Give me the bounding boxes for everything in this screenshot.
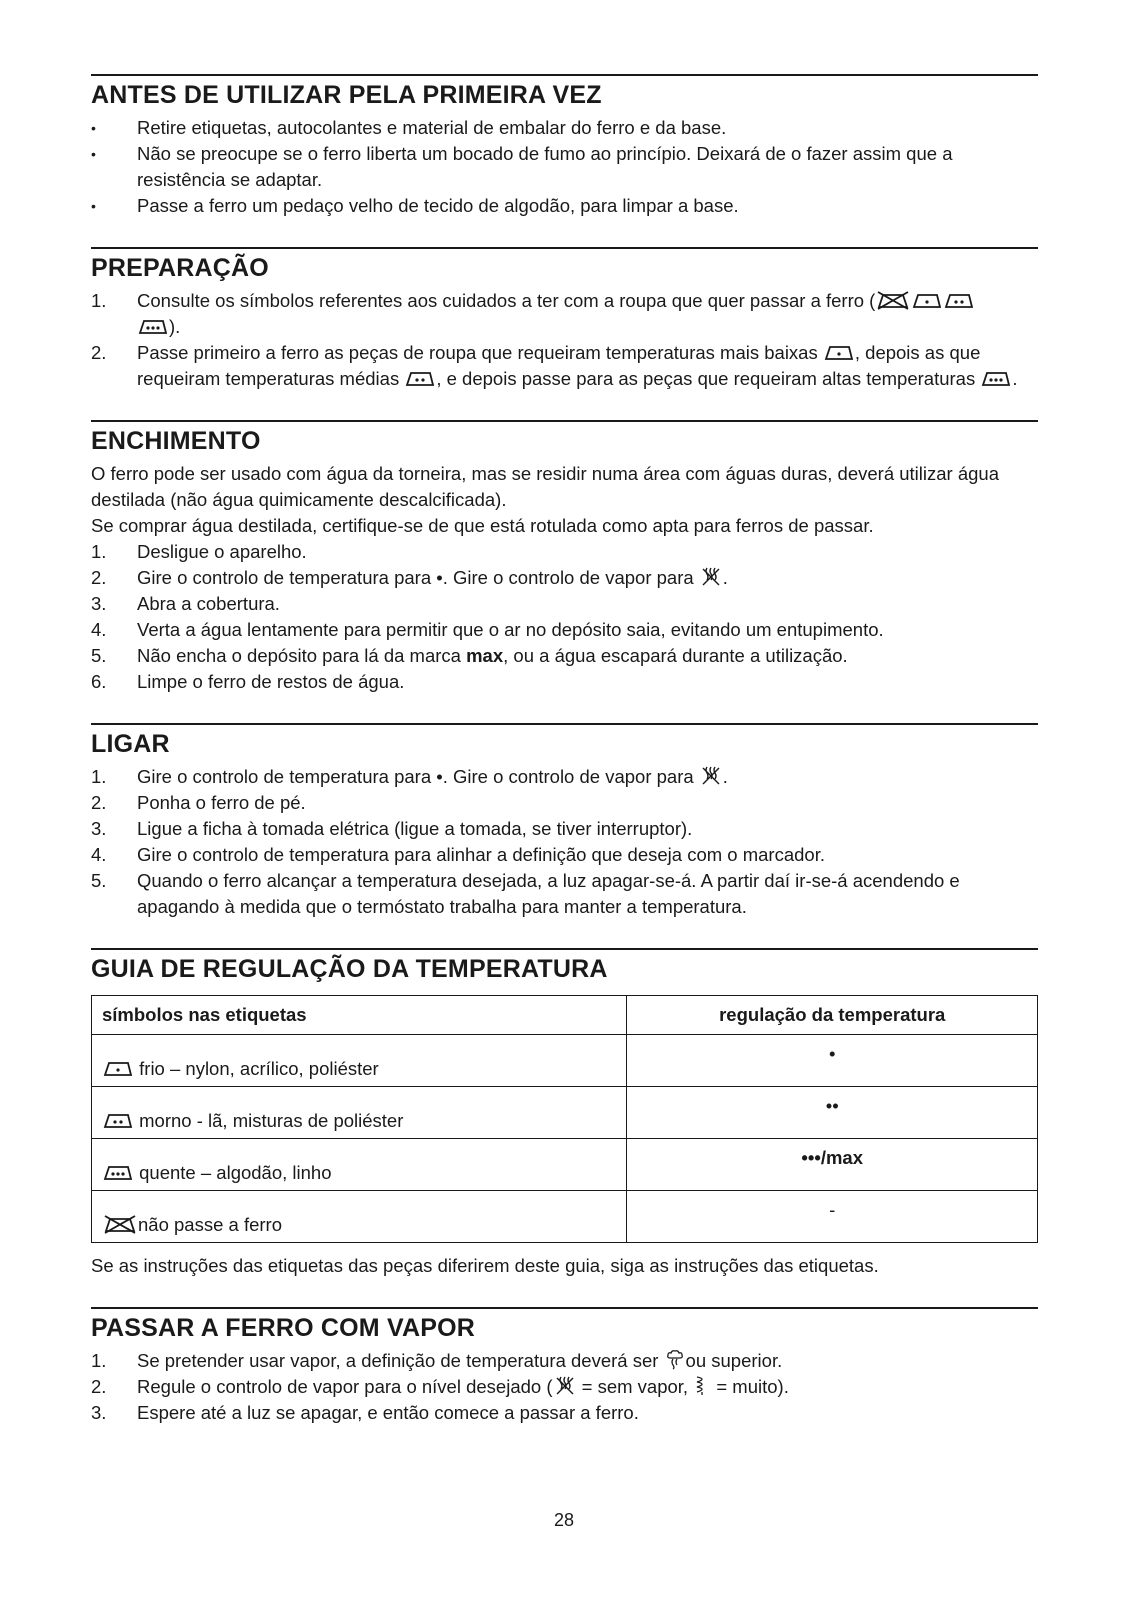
list-item-text: Se pretender usar vapor, a definição de temperatura deverá ser [137,1350,664,1371]
numbered-list [91,1348,1038,1426]
list-item-text: . Gire o controlo de vapor para [442,567,699,588]
list-item-text: Quando o ferro alcançar a temperatura desejada, a luz apagar-se-á. A partir daí ir-se-á acendendo e apagando à medida que o termóstato trabalha para manter a temperatura. [137,870,960,917]
list-item [91,591,1038,617]
no-steam-icon [700,565,722,587]
list-number: 1. [91,766,107,787]
table-header: símbolos nas etiquetas [92,996,627,1035]
table-cell [92,1191,627,1243]
table-row [92,1087,1038,1139]
iron-one-dot-icon [824,342,854,362]
list-number: 4. [91,844,107,865]
list-item [91,141,1038,193]
list-number: 3. [91,593,107,614]
list-item-text: Abra a cobertura. [137,593,280,614]
table-cell [92,1035,627,1087]
paragraph: O ferro pode ser usado com água da torneira, mas se residir numa área com águas duras, deverá utilizar água destilada (não água quimicamente descalcificada). [91,463,1000,510]
list-item-text: . [722,567,728,588]
section-title: ANTES DE UTILIZAR PELA PRIMEIRA VEZ [91,81,602,109]
list-number: 1. [91,1350,107,1371]
list-item [91,565,1038,591]
do-not-iron-icon [103,1214,137,1234]
section-title: LIGAR [91,730,170,758]
iron-two-dots-icon [103,1110,133,1130]
list-item-text: Gire o controlo de temperatura para [137,567,437,588]
no-steam-icon [700,764,722,786]
list-item-text: ou superior. [685,1350,783,1371]
list-number: 2. [91,567,107,588]
section-switch-on [91,723,1038,920]
list-item-text: Não se preocupe se o ferro liberta um bocado de fumo ao princípio. Deixará de o fazer assim que a resistência se adaptar. [137,143,953,190]
list-item-text: ). [169,316,181,337]
list-number: 2. [91,342,107,363]
section-divider [91,948,1038,950]
numbered-list [91,288,1038,392]
table-cell: •••/max [627,1139,1038,1191]
list-number: 3. [91,818,107,839]
table-header-row [92,996,1038,1035]
list-item-text: Verta a água lentamente para permitir que o ar no depósito saia, evitando um entupimento. [137,619,884,640]
list-item [91,1348,1038,1374]
section-filling [91,420,1038,695]
list-number: 4. [91,619,107,640]
list-item-text: , e depois passe para as peças que requeiram altas temperaturas [436,368,981,389]
list-item [91,643,1038,669]
list-item [91,790,1038,816]
list-item-text: Retire etiquetas, autocolantes e material de embalar do ferro e da base. [137,117,727,138]
temperature-dot: • [436,766,443,787]
numbered-list [91,764,1038,920]
iron-one-dot-icon [103,1058,133,1078]
list-item [91,842,1038,868]
list-item [91,669,1038,695]
section-steam-ironing [91,1307,1038,1426]
bullet-list [91,115,1038,219]
list-item [91,539,1038,565]
paragraph: Se as instruções das etiquetas das peças diferirem deste guia, siga as instruções das etiquetas. [91,1255,879,1276]
list-item-text: Gire o controlo de temperatura para alinhar a definição que deseja com o marcador. [137,844,825,865]
table-row [92,1191,1038,1243]
temperature-dot: • [436,567,443,588]
table-cell-text: morno - lã, misturas de poliéster [139,1110,404,1131]
table-cell [92,1139,627,1191]
table-cell-text: quente – algodão, linho [139,1162,332,1183]
table-cell: •• [627,1087,1038,1139]
list-item-text: Ponha o ferro de pé. [137,792,306,813]
table-header: regulação da temperatura [627,996,1038,1035]
section-title: PASSAR A FERRO COM VAPOR [91,1314,475,1342]
table-cell [92,1087,627,1139]
list-item-text: Não encha o depósito para lá da marca [137,645,467,666]
table-cell-text: não passe a ferro [138,1214,282,1235]
list-item [91,115,1038,141]
paragraph: Se comprar água destilada, certifique-se de que está rotulada como apta para ferros de passar. [91,515,874,536]
iron-three-dots-icon [103,1162,133,1182]
table-cell: • [627,1035,1038,1087]
section-preparation [91,247,1038,392]
list-number: 1. [91,541,107,562]
section-temperature-guide [91,948,1038,1279]
list-item-text: , depois as que requeiram temperaturas médias [137,342,981,389]
section-title: ENCHIMENTO [91,427,261,455]
bullet-marker: • [91,198,96,214]
list-item [91,193,1038,219]
list-item [91,617,1038,643]
no-steam-icon [554,1374,576,1396]
list-item-text: Ligue a ficha à tomada elétrica (ligue a tomada, se tiver interruptor). [137,818,693,839]
bullet-marker: • [91,146,96,162]
list-item [91,340,1038,392]
list-item-text: = muito). [711,1376,789,1397]
list-number: 3. [91,1402,107,1423]
section-divider [91,1307,1038,1309]
temperature-table [91,995,1038,1243]
list-number: 6. [91,671,107,692]
section-divider [91,74,1038,76]
table-cell-text: frio – nylon, acrílico, poliéster [139,1058,379,1079]
iron-two-dots-icon [405,368,435,388]
list-item [91,868,1038,920]
numbered-list [91,539,1038,695]
table-cell: - [627,1191,1038,1243]
list-item-text: Passe primeiro a ferro as peças de roupa que requeiram temperaturas mais baixas [137,342,823,363]
max-steam-icon [694,1374,710,1396]
do-not-iron-icon [876,290,910,310]
section-divider [91,247,1038,249]
iron-one-dot-icon [912,290,942,310]
table-row [92,1139,1038,1191]
list-item [91,1374,1038,1400]
section-first-use [91,74,1038,219]
list-item-text: . Gire o controlo de vapor para [442,766,699,787]
iron-three-dots-icon [138,316,168,336]
list-item-text: Regule o controlo de vapor para o nível desejado ( [137,1376,553,1397]
bullet-marker: • [91,120,96,136]
iron-three-dots-icon [981,368,1011,388]
list-item-text: , ou a água escapará durante a utilização. [503,645,848,666]
list-item-text: Consulte os símbolos referentes aos cuidados a ter com a roupa que quer passar a ferro ( [137,290,876,311]
list-number: 2. [91,792,107,813]
list-item-text: = sem vapor, [576,1376,694,1397]
list-number: 2. [91,1376,107,1397]
list-number: 1. [91,290,107,311]
steam-icon [665,1348,685,1370]
table-row [92,1035,1038,1087]
list-item [91,816,1038,842]
list-item-text: Gire o controlo de temperatura para [137,766,437,787]
page-number: 28 [553,1510,575,1530]
list-item [91,1400,1038,1426]
list-item-text: Espere até a luz se apagar, e então comece a passar a ferro. [137,1402,639,1423]
list-item-text: . [722,766,728,787]
section-title: PREPARAÇÃO [91,254,269,282]
list-item [91,764,1038,790]
section-divider [91,723,1038,725]
list-item-text: . [1012,368,1018,389]
list-item [91,288,1038,340]
list-item-text: Limpe o ferro de restos de água. [137,671,405,692]
max-mark-text: max [466,645,504,666]
list-item-text: Passe a ferro um pedaço velho de tecido de algodão, para limpar a base. [137,195,739,216]
list-number: 5. [91,645,107,666]
section-divider [91,420,1038,422]
iron-two-dots-icon [944,290,974,310]
list-item-text: Desligue o aparelho. [137,541,307,562]
list-number: 5. [91,870,107,891]
section-title: GUIA DE REGULAÇÃO DA TEMPERATURA [91,955,608,983]
